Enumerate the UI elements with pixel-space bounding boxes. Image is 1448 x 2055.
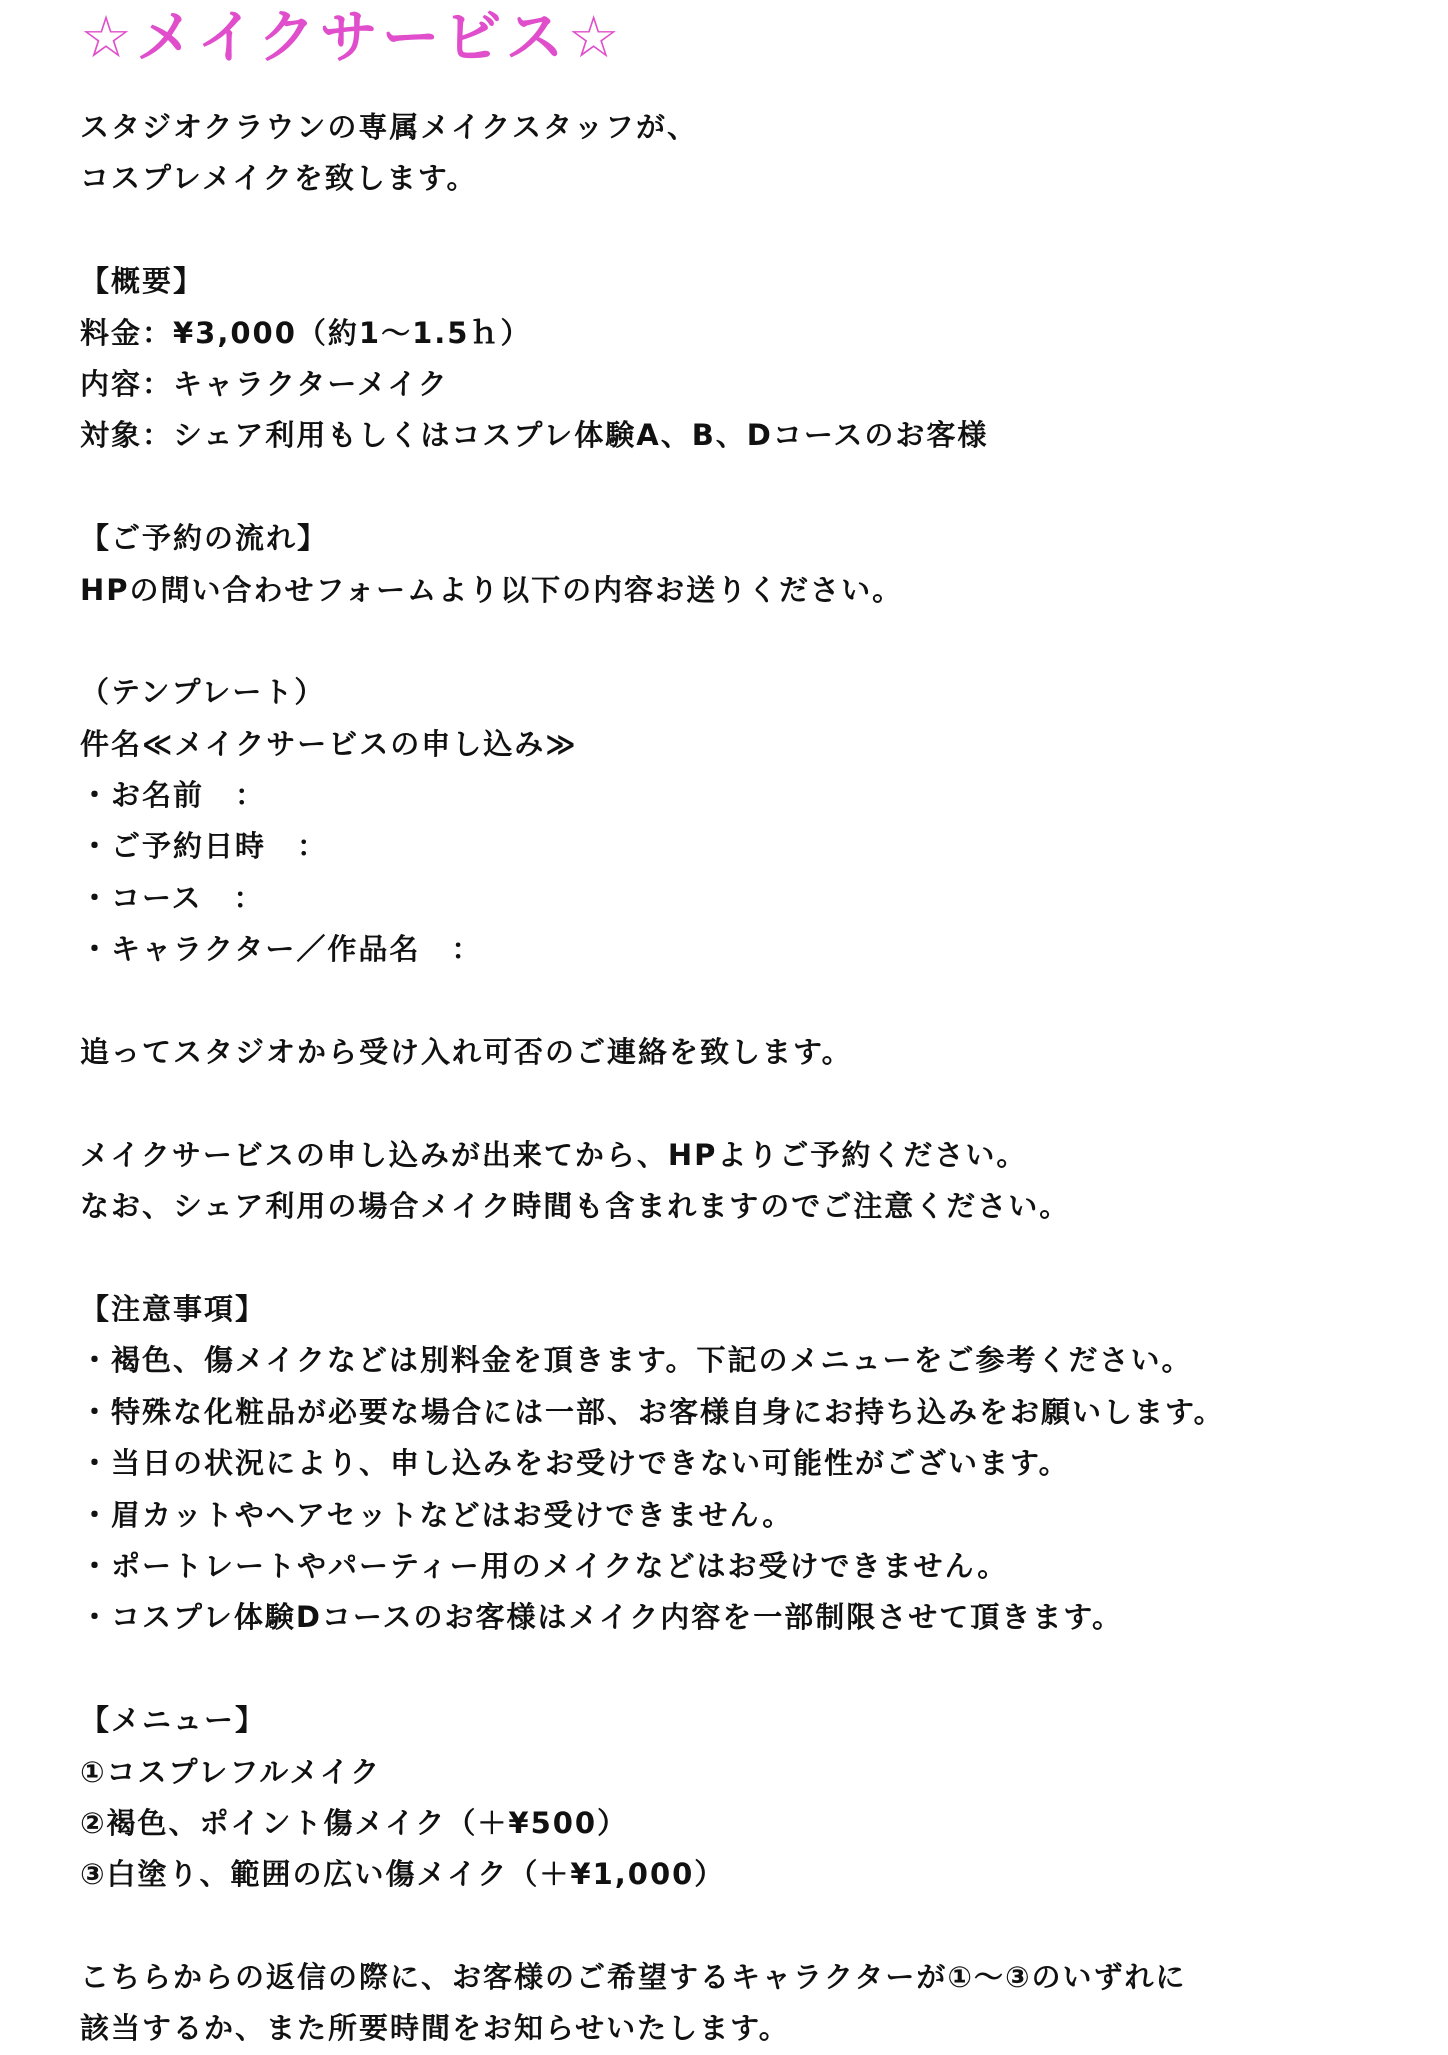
spacer [80, 1644, 1420, 1695]
notes-item: ・褐色、傷メイクなどは別料金を頂きます。下記のメニューをご参考ください。 [80, 1343, 1193, 1378]
menu-item: ②褐色、ポイント傷メイク（＋¥500） [80, 1805, 629, 1840]
flow-line: HPの問い合わせフォームより以下の内容お送りください。 [80, 572, 904, 607]
intro-line-1: スタジオクラウンの専属メイクスタッフが、 [80, 110, 698, 144]
overview-price: 料金：¥3,000（約1～1.5ｈ） [80, 315, 532, 350]
overview-content: 内容：キャラクターメイク [80, 366, 449, 401]
notes-item: ・眉カットやヘアセットなどはお受けできません。 [80, 1497, 794, 1532]
notes-heading: 【注意事項】 [80, 1291, 267, 1326]
menu-item: ①コスプレフルメイク [80, 1754, 382, 1789]
notes-item: ・特殊な化粧品が必要な場合には一部、お客様自身にお持ち込みをお願いします。 [80, 1394, 1225, 1429]
page-title: ☆メイクサービス☆ [80, 3, 624, 71]
followup-line: 追ってスタジオから受け入れ可否のご連絡を致します。 [80, 1035, 853, 1070]
notes-item: ・当日の状況により、申し込みをお受けできない可能性がございます。 [80, 1446, 1070, 1481]
spacer [80, 462, 1420, 513]
menu-heading: 【メニュー】 [80, 1703, 267, 1738]
booking-line-2: なお、シェア利用の場合メイク時間も含まれますのでご注意ください。 [80, 1189, 1071, 1224]
spacer [80, 976, 1420, 1027]
flow-heading: 【ご予約の流れ】 [80, 521, 329, 556]
notes-item: ・ポートレートやパーティー用のメイクなどはお受けできません。 [80, 1548, 1009, 1583]
spacer [80, 205, 1420, 256]
overview-heading: 【概要】 [80, 264, 205, 299]
menu-item: ③白塗り、範囲の広い傷メイク（＋¥1,000） [80, 1857, 726, 1892]
booking-line-1: メイクサービスの申し込みが出来てから、HPよりご予約ください。 [80, 1137, 1028, 1172]
closing-line-1: こちらからの返信の際に、お客様のご希望するキャラクターが①～③のいずれに [80, 1960, 1187, 1995]
template-subject: 件名≪メイクサービスの申し込み≫ [80, 726, 578, 761]
intro-line-2: コスプレメイクを致します。 [80, 161, 478, 196]
spacer [80, 616, 1420, 667]
document-body [80, 102, 1420, 2055]
spacer [80, 1233, 1420, 1284]
template-field-character: ・キャラクター／作品名 ： [80, 932, 483, 967]
notes-item: ・コスプレ体験Dコースのお客様はメイク内容を一部制限させて頂きます。 [80, 1600, 1123, 1635]
template-field-date: ・ご予約日時 ： [80, 829, 329, 864]
overview-target: 対象：シェア利用もしくはコスプレ体験A、B、Dコースのお客様 [80, 418, 989, 453]
template-field-name: ・お名前 ： [80, 778, 267, 813]
spacer [80, 1901, 1420, 1952]
template-field-course: ・コース ： [80, 880, 265, 915]
template-heading: （テンプレート） [80, 675, 326, 710]
spacer [80, 1078, 1420, 1129]
closing-line-2: 該当するか、また所要時間をお知らせいたします。 [80, 2011, 790, 2046]
